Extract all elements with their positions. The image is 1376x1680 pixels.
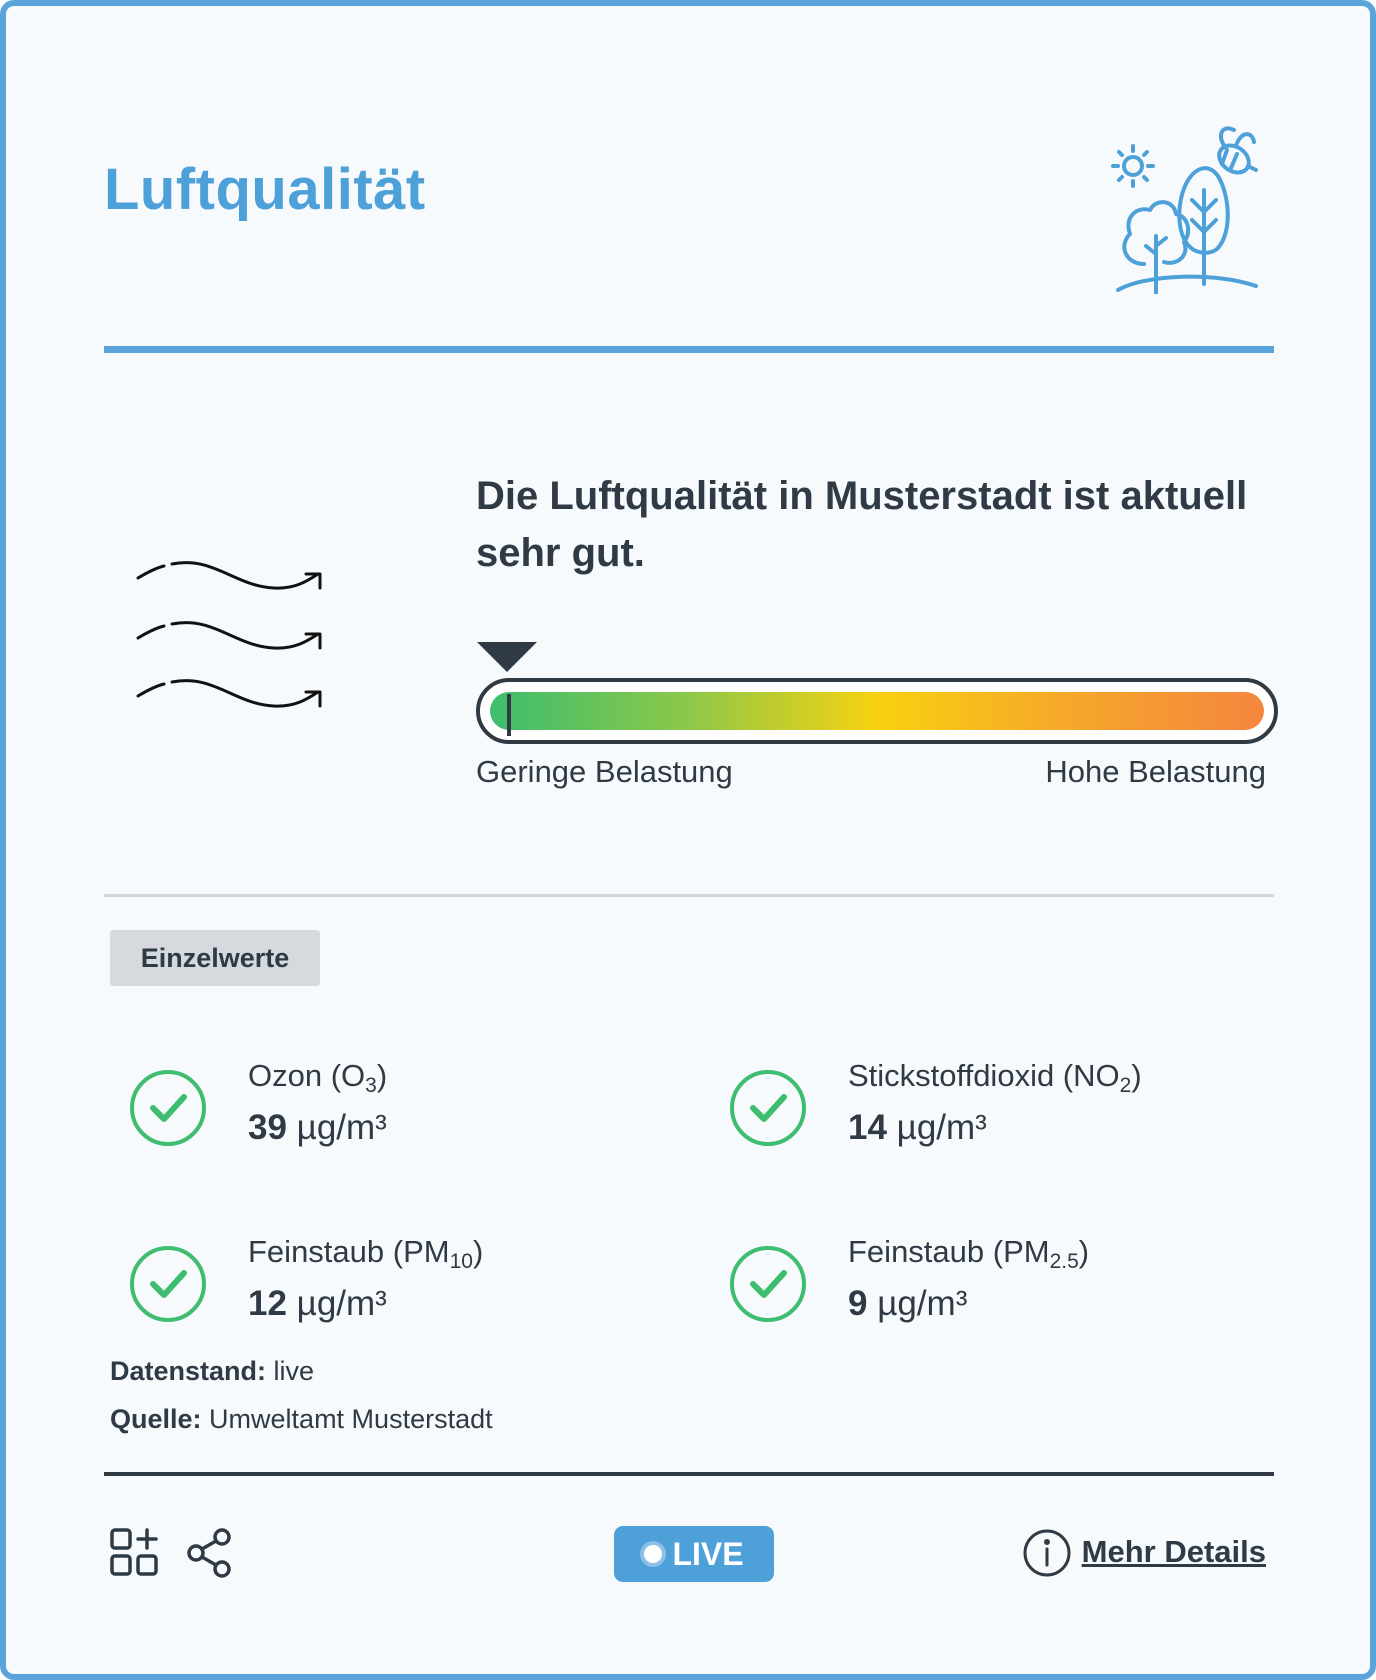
gauge-high-label: Hohe Belastung <box>1045 754 1266 789</box>
metric-label: Ozon $(O_3)$ <box>248 1058 388 1097</box>
footer-divider <box>104 1472 1274 1476</box>
title-divider <box>104 346 1274 353</box>
metric-value: 12 µg/m³ <box>248 1284 387 1323</box>
wind-icon <box>134 546 334 726</box>
live-badge <box>614 1526 774 1582</box>
check-circle-icon <box>128 1244 208 1324</box>
more-details-link[interactable]: Mehr Details <box>1081 1534 1266 1569</box>
gauge-gradient <box>490 692 1264 730</box>
metric-value: 39 µg/m³ <box>248 1108 387 1147</box>
level-marker-icon <box>477 642 537 674</box>
metric-nitrogen-dioxide <box>710 1058 1230 1168</box>
check-circle-icon <box>128 1068 208 1148</box>
widget-title: Luftqualität <box>104 157 426 222</box>
add-widget-icon[interactable] <box>110 1528 158 1578</box>
check-circle-icon <box>728 1068 808 1148</box>
data-source: Quelle: Umweltamt Musterstadt <box>110 1404 493 1434</box>
metric-label: Stickstoffdioxid $(NO_2)$ <box>848 1058 1142 1097</box>
nature-trees-sun-bee-icon <box>1106 114 1266 294</box>
gauge-low-label: Geringe Belastung <box>476 754 733 789</box>
metric-label: Feinstaub $(PM_{2.5})$ <box>848 1234 1090 1273</box>
live-dot-icon <box>644 1545 662 1563</box>
status-headline: Die Luftqualität in Musterstadt ist aktuell sehr gut. <box>476 474 1248 575</box>
section-divider <box>104 894 1274 897</box>
metric-value: 14 µg/m³ <box>848 1108 987 1147</box>
metric-pm10 <box>110 1234 630 1344</box>
pollution-gauge <box>476 678 1278 744</box>
metric-pm25 <box>710 1234 1230 1344</box>
share-icon[interactable] <box>186 1528 234 1578</box>
metric-value: 9 µg/m³ <box>848 1284 968 1323</box>
live-label: LIVE <box>672 1535 744 1572</box>
metric-label: Feinstaub $(PM_{10})$ <box>248 1234 484 1273</box>
metric-ozone <box>110 1058 630 1168</box>
data-timestamp: Datenstand: live <box>110 1356 315 1386</box>
info-icon[interactable] <box>1022 1528 1072 1578</box>
check-circle-icon <box>728 1244 808 1324</box>
gauge-needle <box>507 694 511 736</box>
tab-einzelwerte[interactable]: Einzelwerte <box>110 930 320 986</box>
